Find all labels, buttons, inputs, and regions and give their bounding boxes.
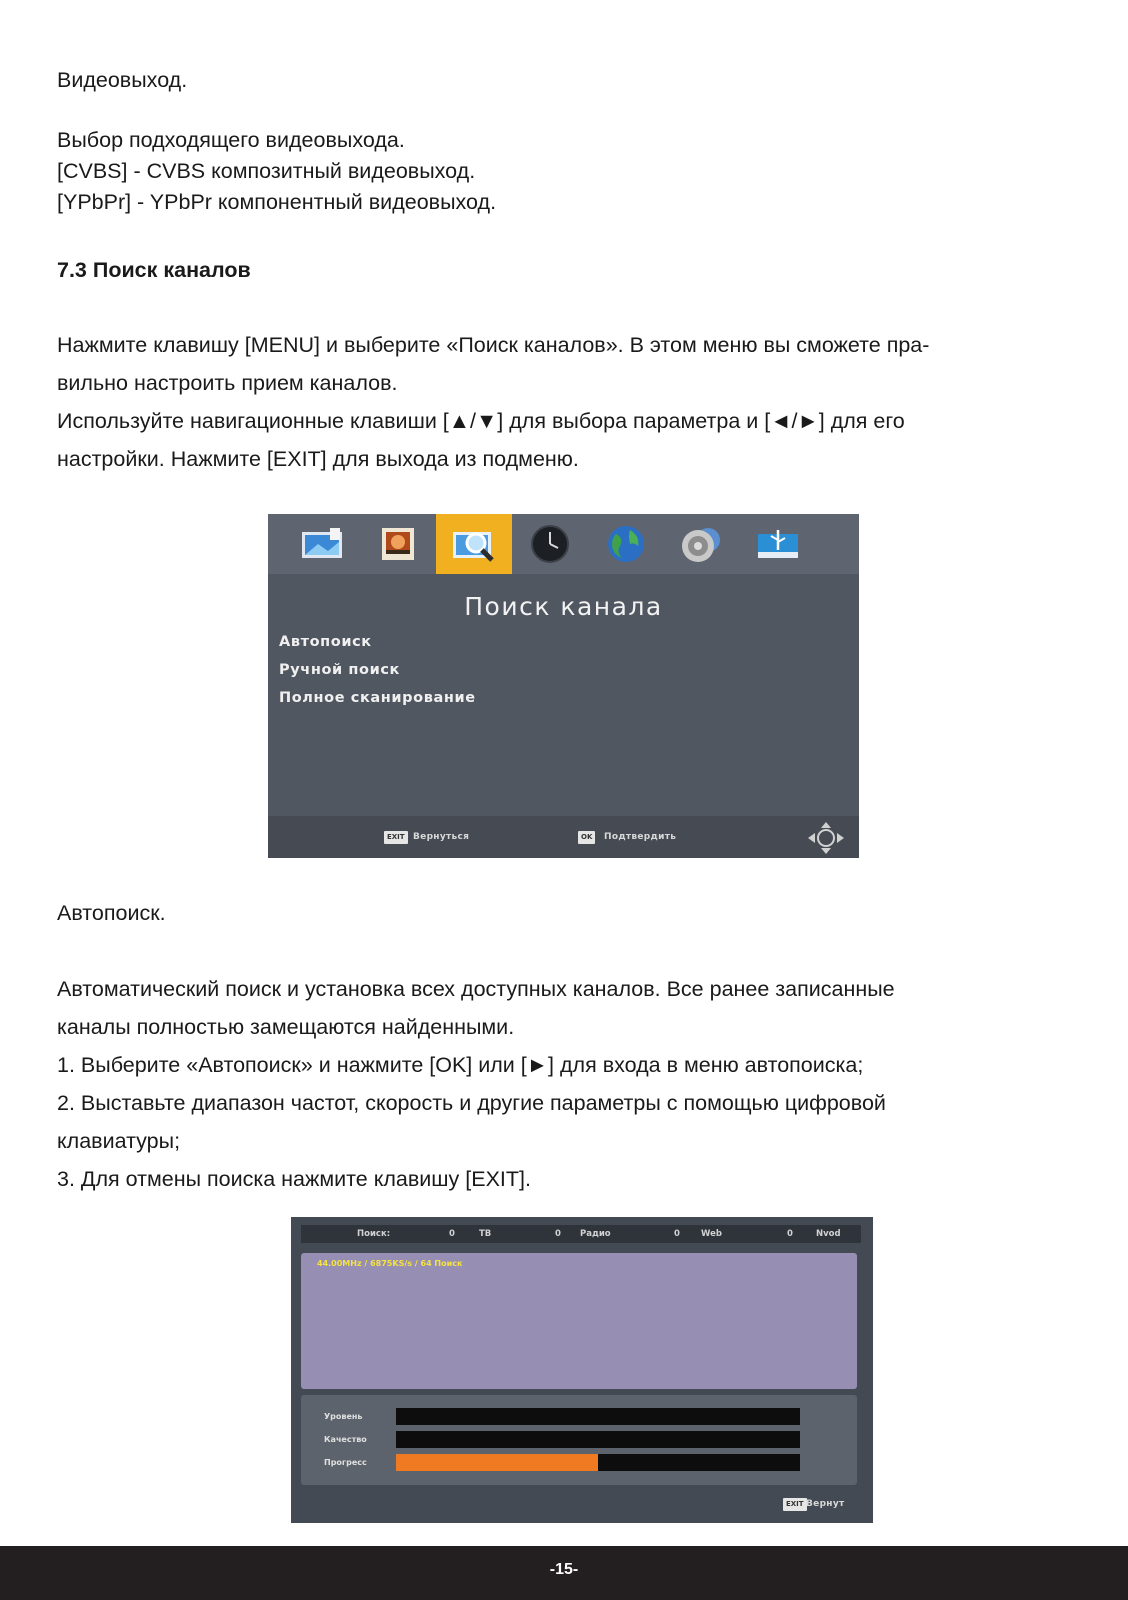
menu-title: Поиск канала <box>464 592 663 621</box>
exit-key-icon: EXIT <box>384 831 408 844</box>
page-footer-bar <box>0 1546 1128 1600</box>
radio-count: 0 <box>674 1229 680 1239</box>
page-number: -15- <box>549 1561 579 1578</box>
exit-key-icon: EXIT <box>783 1498 807 1511</box>
intro-line-3: Используйте навигационные клавиши [▲/▼] для выбора параметра и [◄/►] для его <box>57 409 905 433</box>
nvod-label: Nvod <box>816 1229 841 1239</box>
level-bar <box>396 1408 800 1425</box>
return-hint: Вернут <box>806 1499 845 1509</box>
scan-status: 44.00MHz / 6875KS/s / 64 Поиск <box>317 1259 463 1268</box>
auto-step-3: 3. Для отмены поиска нажмите клавишу [EXIT]. <box>57 1167 531 1191</box>
settings-disc-icon[interactable] <box>664 514 740 574</box>
picture-icon[interactable] <box>284 514 360 574</box>
autosearch-screenshot <box>291 1217 873 1523</box>
tv-count: 0 <box>555 1229 561 1239</box>
web-count: 0 <box>787 1229 793 1239</box>
quality-bar <box>396 1431 800 1448</box>
quality-label: Качество <box>324 1435 367 1444</box>
intro-line-2: вильно настроить прием каналов. <box>57 371 398 395</box>
auto-title: Автопоиск. <box>57 901 166 925</box>
globe-icon[interactable] <box>588 514 664 574</box>
auto-step-1: 1. Выберите «Автопоиск» и нажмите [OK] или [►] для входа в меню автопоиска; <box>57 1053 864 1077</box>
videoout-desc: Выбор подходящего видеовыхода. <box>57 128 405 152</box>
web-label: Web <box>701 1229 722 1239</box>
channel-search-icon[interactable] <box>436 514 512 574</box>
tv-label: ТВ <box>479 1229 492 1239</box>
search-counters-header <box>301 1225 861 1243</box>
progress-label: Прогресс <box>324 1458 367 1467</box>
radio-label: Радио <box>580 1229 611 1239</box>
search-count: 0 <box>449 1229 455 1239</box>
section-heading: 7.3 Поиск каналов <box>57 258 251 282</box>
photo-icon[interactable] <box>360 514 436 574</box>
cvbs-line: [CVBS] - CVBS композитный видеовыход. <box>57 159 476 183</box>
search-label: Поиск: <box>357 1229 391 1239</box>
auto-line-2: каналы полностью замещаются найденными. <box>57 1015 515 1039</box>
clock-icon[interactable] <box>512 514 588 574</box>
videoout-title: Видеовыход. <box>57 68 188 92</box>
ypbpr-line: [YPbPr] - YPbPr компонентный видеовыход. <box>57 190 497 214</box>
progress-bar <box>396 1454 800 1471</box>
intro-line-1: Нажмите клавишу [MENU] и выберите «Поиск каналов». В этом меню вы сможете пра- <box>57 333 930 357</box>
menu-item-autosearch[interactable]: Автопоиск <box>279 634 372 650</box>
found-channels-panel <box>301 1253 857 1389</box>
channel-search-menu-screenshot <box>268 514 859 858</box>
navigation-pad-icon <box>807 821 845 855</box>
confirm-hint: Подтвердить <box>604 832 677 842</box>
auto-step-2b: клавиатуры; <box>57 1129 181 1153</box>
back-hint: Вернуться <box>413 832 470 842</box>
menu-item-full-scan[interactable]: Полное сканирование <box>279 690 476 706</box>
search-footer <box>291 1487 873 1523</box>
intro-line-4: настройки. Нажмите [EXIT] для выхода из подменю. <box>57 447 579 471</box>
menu-item-manual-search[interactable]: Ручной поиск <box>279 662 400 678</box>
menu-footer <box>268 816 859 858</box>
usb-icon[interactable] <box>740 514 816 574</box>
auto-line-1: Автоматический поиск и установка всех доступных каналов. Все ранее записанные <box>57 977 895 1001</box>
menu-icon-bar <box>268 514 859 574</box>
auto-step-2a: 2. Выставьте диапазон частот, скорость и другие параметры с помощью цифровой <box>57 1091 886 1115</box>
level-label: Уровень <box>324 1412 363 1421</box>
ok-key-icon: OK <box>578 831 595 844</box>
